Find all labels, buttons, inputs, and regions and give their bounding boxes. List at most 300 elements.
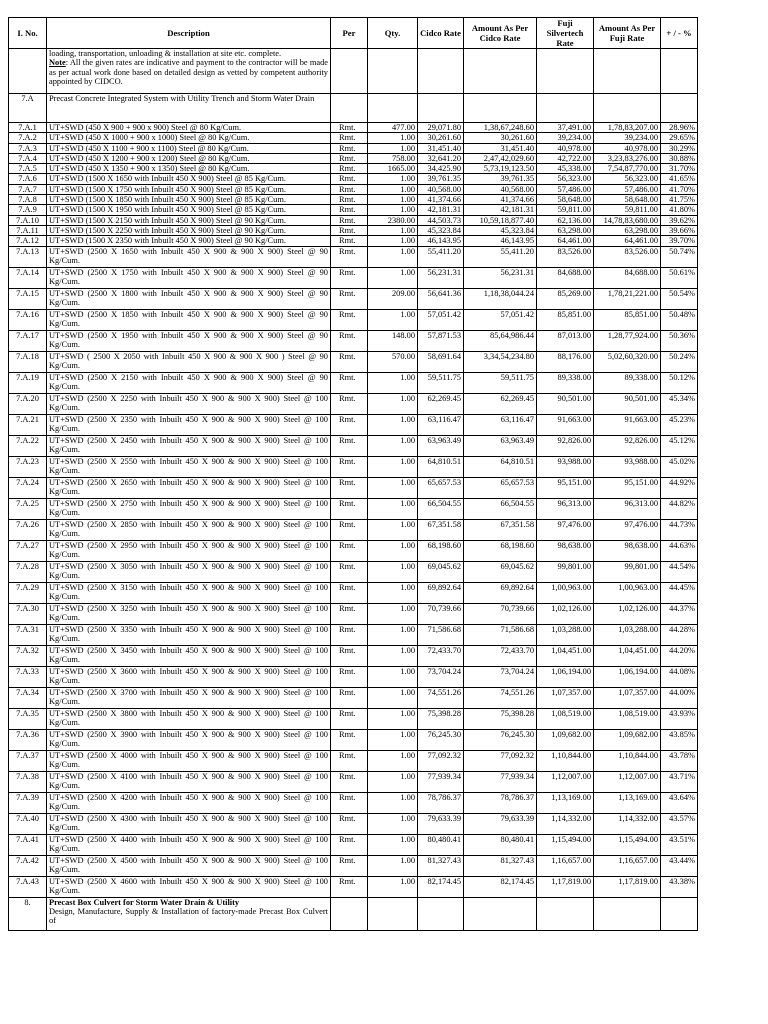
- item-no: 7.A.19: [9, 372, 47, 393]
- item-description: UT+SWD (2500 X 3250 with Inbuilt 450 X 900 & 900 X 900) Steel @ 100 Kg/Cum.: [47, 603, 331, 624]
- item-cidco-rate: 77,939.34: [418, 771, 464, 792]
- header-description: Description: [47, 18, 331, 49]
- item-fuji-rate: 39,234.00: [537, 133, 594, 143]
- item-no: 7.A.37: [9, 750, 47, 771]
- table-row: [9, 123, 698, 133]
- item-no: 7.A.39: [9, 792, 47, 813]
- item-no: 7.A.24: [9, 477, 47, 498]
- item-amount-fuji: 1,14,332.00: [594, 813, 661, 834]
- item-per: Rmt.: [331, 195, 368, 205]
- table-row: [9, 246, 698, 267]
- item-cidco-rate: 59,511.75: [418, 372, 464, 393]
- item-amount-fuji: 5,02,60,320.00: [594, 351, 661, 372]
- item-fuji-rate: 62,136.00: [537, 215, 594, 225]
- item-diff: 39.66%: [661, 225, 698, 235]
- item-description: UT+SWD ( 2500 X 2050 with Inbuilt 450 X 900 & 900 X 900 ) Steel @ 90 Kg/Cum.: [47, 351, 331, 372]
- item-cidco-rate: 72,433.70: [418, 645, 464, 666]
- item-per: Rmt.: [331, 582, 368, 603]
- item-no: 7.A.22: [9, 435, 47, 456]
- item-no: 7.A.36: [9, 729, 47, 750]
- item-diff: 43.57%: [661, 813, 698, 834]
- item-amount-cidco: 55,411.20: [464, 246, 537, 267]
- item-fuji-rate: 1,12,007.00: [537, 771, 594, 792]
- item-description: UT+SWD (2500 X 2750 with Inbuilt 450 X 900 & 900 X 900) Steel @ 100 Kg/Cum.: [47, 498, 331, 519]
- table-row: [9, 771, 698, 792]
- item-no: 7.A.14: [9, 267, 47, 288]
- item-fuji-rate: 93,988.00: [537, 456, 594, 477]
- item-no: 7.A.8: [9, 195, 47, 205]
- item-fuji-rate: 42,722.00: [537, 153, 594, 163]
- header-fuji-rate: Fuji Silvertech Rate: [537, 18, 594, 49]
- item-qty: 1.00: [368, 205, 418, 215]
- item-description: UT+SWD (450 X 900 + 900 x 900) Steel @ 80 Kg/Cum.: [47, 123, 331, 133]
- item-fuji-rate: 1,02,126.00: [537, 603, 594, 624]
- item-amount-cidco: 77,092.32: [464, 750, 537, 771]
- item-amount-cidco: 71,586.68: [464, 624, 537, 645]
- item-fuji-rate: 1,13,169.00: [537, 792, 594, 813]
- item-per: Rmt.: [331, 205, 368, 215]
- item-description: UT+SWD (2500 X 3050 with Inbuilt 450 X 900 & 900 X 900) Steel @ 100 Kg/Cum.: [47, 561, 331, 582]
- item-no: 7.A.29: [9, 582, 47, 603]
- item-amount-fuji: 95,151.00: [594, 477, 661, 498]
- item-description: UT+SWD (450 X 1200 + 900 x 1200) Steel @ 80 Kg/Cum.: [47, 153, 331, 163]
- item-cidco-rate: 65,657.53: [418, 477, 464, 498]
- section-7a-cidco: [418, 94, 464, 123]
- item-diff: 50.36%: [661, 330, 698, 351]
- item-cidco-rate: 56,641.36: [418, 288, 464, 309]
- item-cidco-rate: 63,963.49: [418, 435, 464, 456]
- item-fuji-rate: 1,04,451.00: [537, 645, 594, 666]
- item-qty: 1.00: [368, 498, 418, 519]
- item-per: Rmt.: [331, 519, 368, 540]
- item-qty: 1665.00: [368, 164, 418, 174]
- section-8-description: [47, 897, 331, 930]
- table-row: [9, 561, 698, 582]
- item-amount-fuji: 1,78,83,207.00: [594, 123, 661, 133]
- item-amount-fuji: 93,988.00: [594, 456, 661, 477]
- item-per: Rmt.: [331, 876, 368, 897]
- table-row: [9, 498, 698, 519]
- item-per: Rmt.: [331, 666, 368, 687]
- item-no: 7.A.7: [9, 184, 47, 194]
- item-description: UT+SWD (2500 X 3800 with Inbuilt 450 X 900 & 900 X 900) Steel @ 100 Kg/Cum.: [47, 708, 331, 729]
- item-no: 7.A.23: [9, 456, 47, 477]
- item-cidco-rate: 29,071.80: [418, 123, 464, 133]
- intro-per: [331, 49, 368, 94]
- item-cidco-rate: 77,092.32: [418, 750, 464, 771]
- item-qty: 1.00: [368, 750, 418, 771]
- item-amount-cidco: 5,73,19,123.50: [464, 164, 537, 174]
- item-diff: 43.38%: [661, 876, 698, 897]
- item-cidco-rate: 32,641.20: [418, 153, 464, 163]
- table-row: [9, 372, 698, 393]
- item-diff: 45.12%: [661, 435, 698, 456]
- table-row: [9, 876, 698, 897]
- item-cidco-rate: 44,503.73: [418, 215, 464, 225]
- rate-comparison-table: [8, 17, 698, 931]
- item-per: Rmt.: [331, 792, 368, 813]
- item-fuji-rate: 95,151.00: [537, 477, 594, 498]
- item-description: UT+SWD (2500 X 3350 with Inbuilt 450 X 900 & 900 X 900) Steel @ 100 Kg/Cum.: [47, 624, 331, 645]
- item-qty: 1.00: [368, 133, 418, 143]
- item-amount-cidco: 10,59,18,877.40: [464, 215, 537, 225]
- item-diff: 43.71%: [661, 771, 698, 792]
- item-amount-cidco: 57,051.42: [464, 309, 537, 330]
- section-7a-per: [331, 94, 368, 123]
- item-no: 7.A.27: [9, 540, 47, 561]
- header-diff: + / - %: [661, 18, 698, 49]
- item-per: Rmt.: [331, 184, 368, 194]
- item-amount-cidco: 1,18,38,044.24: [464, 288, 537, 309]
- item-amount-fuji: 85,851.00: [594, 309, 661, 330]
- item-description: UT+SWD (2500 X 2550 with Inbuilt 450 X 900 & 900 X 900) Steel @ 100 Kg/Cum.: [47, 456, 331, 477]
- intro-amt-cidco: [464, 49, 537, 94]
- item-per: Rmt.: [331, 267, 368, 288]
- item-per: Rmt.: [331, 143, 368, 153]
- item-cidco-rate: 64,810.51: [418, 456, 464, 477]
- table-row: [9, 133, 698, 143]
- table-row: [9, 351, 698, 372]
- item-qty: 1.00: [368, 414, 418, 435]
- item-diff: 50.24%: [661, 351, 698, 372]
- section-8-diff: [661, 897, 698, 930]
- item-amount-cidco: 80,480.41: [464, 834, 537, 855]
- item-description: UT+SWD (2500 X 4100 with Inbuilt 450 X 900 & 900 X 900) Steel @ 100 Kg/Cum.: [47, 771, 331, 792]
- item-amount-cidco: 79,633.39: [464, 813, 537, 834]
- item-qty: 1.00: [368, 477, 418, 498]
- item-cidco-rate: 31,451.40: [418, 143, 464, 153]
- item-diff: 50.74%: [661, 246, 698, 267]
- item-fuji-rate: 63,298.00: [537, 225, 594, 235]
- item-amount-cidco: 74,551.26: [464, 687, 537, 708]
- item-description: UT+SWD (2500 X 3450 with Inbuilt 450 X 900 & 900 X 900) Steel @ 100 Kg/Cum.: [47, 645, 331, 666]
- item-description: UT+SWD (2500 X 2450 with Inbuilt 450 X 900 & 900 X 900) Steel @ 100 Kg/Cum.: [47, 435, 331, 456]
- section-8-qty: [368, 897, 418, 930]
- table-row: [9, 729, 698, 750]
- item-description: UT+SWD (2500 X 4500 with Inbuilt 450 X 900 & 900 X 900) Steel @ 100 Kg/Cum.: [47, 855, 331, 876]
- item-fuji-rate: 1,09,682.00: [537, 729, 594, 750]
- item-per: Rmt.: [331, 456, 368, 477]
- item-per: Rmt.: [331, 123, 368, 133]
- item-diff: 45.34%: [661, 393, 698, 414]
- item-amount-cidco: 56,231.31: [464, 267, 537, 288]
- item-description: UT+SWD (2500 X 2850 with Inbuilt 450 X 900 & 900 X 900) Steel @ 100 Kg/Cum.: [47, 519, 331, 540]
- item-cidco-rate: 62,269.45: [418, 393, 464, 414]
- item-qty: 1.00: [368, 855, 418, 876]
- table-row: [9, 184, 698, 194]
- table-row: [9, 153, 698, 163]
- item-cidco-rate: 69,892.64: [418, 582, 464, 603]
- section-8-title: Precast Box Culvert for Storm Water Drain & Utility: [49, 897, 240, 907]
- item-amount-cidco: 59,511.75: [464, 372, 537, 393]
- item-fuji-rate: 92,826.00: [537, 435, 594, 456]
- item-amount-fuji: 98,638.00: [594, 540, 661, 561]
- item-no: 7.A.10: [9, 215, 47, 225]
- item-qty: 758.00: [368, 153, 418, 163]
- item-description: UT+SWD (2500 X 1800 with Inbuilt 450 X 900 & 900 X 900) Steel @ 90 Kg/Cum.: [47, 288, 331, 309]
- item-per: Rmt.: [331, 309, 368, 330]
- item-fuji-rate: 57,486.00: [537, 184, 594, 194]
- item-qty: 1.00: [368, 708, 418, 729]
- item-amount-fuji: 1,00,963.00: [594, 582, 661, 603]
- intro-cidco: [418, 49, 464, 94]
- item-fuji-rate: 1,07,357.00: [537, 687, 594, 708]
- table-row: [9, 174, 698, 184]
- table-row: [9, 215, 698, 225]
- header-per: Per: [331, 18, 368, 49]
- item-amount-fuji: 92,826.00: [594, 435, 661, 456]
- item-description: UT+SWD (2500 X 3600 with Inbuilt 450 X 900 & 900 X 900) Steel @ 100 Kg/Cum.: [47, 666, 331, 687]
- item-no: 7.A.28: [9, 561, 47, 582]
- item-amount-fuji: 40,978.00: [594, 143, 661, 153]
- item-cidco-rate: 34,425.90: [418, 164, 464, 174]
- intro-description: [47, 49, 331, 94]
- item-per: Rmt.: [331, 215, 368, 225]
- item-per: Rmt.: [331, 687, 368, 708]
- item-diff: 44.20%: [661, 645, 698, 666]
- item-per: Rmt.: [331, 771, 368, 792]
- item-cidco-rate: 57,871.53: [418, 330, 464, 351]
- item-qty: 2380.00: [368, 215, 418, 225]
- item-per: Rmt.: [331, 603, 368, 624]
- item-per: Rmt.: [331, 351, 368, 372]
- item-amount-fuji: 1,16,657.00: [594, 855, 661, 876]
- item-fuji-rate: 1,06,194.00: [537, 666, 594, 687]
- item-fuji-rate: 99,801.00: [537, 561, 594, 582]
- item-diff: 50.54%: [661, 288, 698, 309]
- item-amount-fuji: 99,801.00: [594, 561, 661, 582]
- item-amount-cidco: 77,939.34: [464, 771, 537, 792]
- section-7a-amt-cidco: [464, 94, 537, 123]
- item-qty: 1.00: [368, 225, 418, 235]
- item-qty: 1.00: [368, 666, 418, 687]
- item-amount-cidco: 72,433.70: [464, 645, 537, 666]
- item-amount-cidco: 85,64,986.44: [464, 330, 537, 351]
- item-no: 7.A.31: [9, 624, 47, 645]
- item-fuji-rate: 56,323.00: [537, 174, 594, 184]
- item-cidco-rate: 69,045.62: [418, 561, 464, 582]
- item-no: 7.A.17: [9, 330, 47, 351]
- item-qty: 1.00: [368, 624, 418, 645]
- item-fuji-rate: 97,476.00: [537, 519, 594, 540]
- section-7a-qty: [368, 94, 418, 123]
- item-no: 7.A.32: [9, 645, 47, 666]
- item-amount-fuji: 58,648.00: [594, 195, 661, 205]
- item-qty: 1.00: [368, 184, 418, 194]
- table-row: [9, 195, 698, 205]
- item-amount-cidco: 31,451.40: [464, 143, 537, 153]
- item-amount-fuji: 57,486.00: [594, 184, 661, 194]
- table-row: [9, 288, 698, 309]
- item-per: Rmt.: [331, 855, 368, 876]
- intro-amt-fuji: [594, 49, 661, 94]
- item-qty: 1.00: [368, 372, 418, 393]
- item-fuji-rate: 1,15,494.00: [537, 834, 594, 855]
- header-qty: Qty.: [368, 18, 418, 49]
- item-amount-fuji: 1,07,357.00: [594, 687, 661, 708]
- table-row: [9, 236, 698, 246]
- item-amount-cidco: 81,327.43: [464, 855, 537, 876]
- item-no: 7.A.41: [9, 834, 47, 855]
- table-row: [9, 834, 698, 855]
- item-description: UT+SWD (2500 X 2250 with Inbuilt 450 X 900 & 900 X 900) Steel @ 100 Kg/Cum.: [47, 393, 331, 414]
- item-per: Rmt.: [331, 164, 368, 174]
- item-cidco-rate: 82,174.45: [418, 876, 464, 897]
- item-description: UT+SWD (2500 X 4600 with Inbuilt 450 X 900 & 900 X 900) Steel @ 100 Kg/Cum.: [47, 876, 331, 897]
- item-qty: 1.00: [368, 174, 418, 184]
- item-fuji-rate: 1,08,519.00: [537, 708, 594, 729]
- table-row: [9, 624, 698, 645]
- item-diff: 43.51%: [661, 834, 698, 855]
- item-qty: 1.00: [368, 645, 418, 666]
- item-diff: 44.37%: [661, 603, 698, 624]
- item-amount-fuji: 1,78,21,221.00: [594, 288, 661, 309]
- section-7a-diff: [661, 94, 698, 123]
- item-qty: 1.00: [368, 876, 418, 897]
- item-per: Rmt.: [331, 435, 368, 456]
- item-diff: 30.29%: [661, 143, 698, 153]
- item-per: Rmt.: [331, 414, 368, 435]
- item-cidco-rate: 39,761.35: [418, 174, 464, 184]
- item-fuji-rate: 1,00,963.00: [537, 582, 594, 603]
- item-amount-cidco: 65,657.53: [464, 477, 537, 498]
- item-fuji-rate: 83,526.00: [537, 246, 594, 267]
- item-per: Rmt.: [331, 729, 368, 750]
- item-no: 7.A.2: [9, 133, 47, 143]
- item-cidco-rate: 58,691.64: [418, 351, 464, 372]
- item-per: Rmt.: [331, 330, 368, 351]
- item-no: 7.A.15: [9, 288, 47, 309]
- table-row: [9, 330, 698, 351]
- item-qty: 477.00: [368, 123, 418, 133]
- item-diff: 44.45%: [661, 582, 698, 603]
- item-per: Rmt.: [331, 624, 368, 645]
- item-no: 7.A.30: [9, 603, 47, 624]
- item-description: UT+SWD (1500 X 2250 with Inbuilt 450 X 900) Steel @ 90 Kg/Cum.: [47, 225, 331, 235]
- item-amount-fuji: 1,15,494.00: [594, 834, 661, 855]
- item-fuji-rate: 1,17,819.00: [537, 876, 594, 897]
- item-qty: 1.00: [368, 540, 418, 561]
- header-cidco-rate: Cidco Rate: [418, 18, 464, 49]
- item-amount-cidco: 69,892.64: [464, 582, 537, 603]
- item-description: UT+SWD (2500 X 3900 with Inbuilt 450 X 900 & 900 X 900) Steel @ 100 Kg/Cum.: [47, 729, 331, 750]
- item-qty: 1.00: [368, 834, 418, 855]
- item-fuji-rate: 89,338.00: [537, 372, 594, 393]
- item-no: 7.A.3: [9, 143, 47, 153]
- item-diff: 44.63%: [661, 540, 698, 561]
- item-cidco-rate: 63,116.47: [418, 414, 464, 435]
- item-fuji-rate: 84,688.00: [537, 267, 594, 288]
- item-amount-fuji: 90,501.00: [594, 393, 661, 414]
- item-no: 7.A.13: [9, 246, 47, 267]
- item-fuji-rate: 85,269.00: [537, 288, 594, 309]
- item-per: Rmt.: [331, 540, 368, 561]
- item-per: Rmt.: [331, 133, 368, 143]
- item-cidco-rate: 46,143.95: [418, 236, 464, 246]
- item-amount-cidco: 42,181.31: [464, 205, 537, 215]
- item-cidco-rate: 76,245.30: [418, 729, 464, 750]
- header-row: [9, 18, 698, 49]
- section-8-row: [9, 897, 698, 930]
- item-no: 7.A.35: [9, 708, 47, 729]
- item-no: 7.A.26: [9, 519, 47, 540]
- item-amount-fuji: 3,23,83,276.00: [594, 153, 661, 163]
- intro-qty: [368, 49, 418, 94]
- item-fuji-rate: 98,638.00: [537, 540, 594, 561]
- item-description: UT+SWD (1500 X 1650 with Inbuilt 450 X 900) Steel @ 85 Kg/Cum.: [47, 174, 331, 184]
- item-description: UT+SWD (2500 X 1750 with Inbuilt 450 X 900 & 900 X 900) Steel @ 90 Kg/Cum.: [47, 267, 331, 288]
- item-amount-fuji: 1,03,288.00: [594, 624, 661, 645]
- item-cidco-rate: 79,633.39: [418, 813, 464, 834]
- table-row: [9, 708, 698, 729]
- item-per: Rmt.: [331, 834, 368, 855]
- item-diff: 44.00%: [661, 687, 698, 708]
- item-diff: 43.93%: [661, 708, 698, 729]
- table-row: [9, 666, 698, 687]
- item-amount-cidco: 64,810.51: [464, 456, 537, 477]
- item-description: UT+SWD (2500 X 1850 with Inbuilt 450 X 900 & 900 X 900) Steel @ 90 Kg/Cum.: [47, 309, 331, 330]
- item-fuji-rate: 87,013.00: [537, 330, 594, 351]
- table-row: [9, 205, 698, 215]
- item-cidco-rate: 45,323.84: [418, 225, 464, 235]
- rate-comparison-sheet: [8, 17, 697, 931]
- item-cidco-rate: 56,231.31: [418, 267, 464, 288]
- item-qty: 1.00: [368, 309, 418, 330]
- item-amount-fuji: 1,04,451.00: [594, 645, 661, 666]
- item-amount-fuji: 59,811.00: [594, 205, 661, 215]
- item-per: Rmt.: [331, 174, 368, 184]
- section-8-fuji: [537, 897, 594, 930]
- item-per: Rmt.: [331, 372, 368, 393]
- item-qty: 1.00: [368, 729, 418, 750]
- item-cidco-rate: 55,411.20: [418, 246, 464, 267]
- item-amount-cidco: 82,174.45: [464, 876, 537, 897]
- item-amount-cidco: 41,374.66: [464, 195, 537, 205]
- item-diff: 50.48%: [661, 309, 698, 330]
- item-qty: 1.00: [368, 813, 418, 834]
- item-description: UT+SWD (450 X 1000 + 900 x 1000) Steel @ 80 Kg/Cum.: [47, 133, 331, 143]
- item-diff: 44.73%: [661, 519, 698, 540]
- item-diff: 43.85%: [661, 729, 698, 750]
- table-row: [9, 164, 698, 174]
- item-diff: 44.54%: [661, 561, 698, 582]
- table-row: [9, 645, 698, 666]
- item-qty: 1.00: [368, 603, 418, 624]
- item-cidco-rate: 68,198.60: [418, 540, 464, 561]
- item-fuji-rate: 1,03,288.00: [537, 624, 594, 645]
- item-per: Rmt.: [331, 561, 368, 582]
- item-description: UT+SWD (450 X 1100 + 900 x 1100) Steel @ 80 Kg/Cum.: [47, 143, 331, 153]
- item-no: 7.A.5: [9, 164, 47, 174]
- item-diff: 39.62%: [661, 215, 698, 225]
- section-8-per: [331, 897, 368, 930]
- item-diff: 44.82%: [661, 498, 698, 519]
- item-qty: 570.00: [368, 351, 418, 372]
- item-per: Rmt.: [331, 708, 368, 729]
- item-fuji-rate: 91,663.00: [537, 414, 594, 435]
- item-description: UT+SWD (2500 X 1950 with Inbuilt 450 X 900 & 900 X 900) Steel @ 90 Kg/Cum.: [47, 330, 331, 351]
- item-amount-cidco: 45,323.84: [464, 225, 537, 235]
- item-per: Rmt.: [331, 236, 368, 246]
- item-amount-cidco: 67,351.58: [464, 519, 537, 540]
- item-amount-cidco: 70,739.66: [464, 603, 537, 624]
- item-description: UT+SWD (2500 X 3150 with Inbuilt 450 X 900 & 900 X 900) Steel @ 100 Kg/Cum.: [47, 582, 331, 603]
- item-cidco-rate: 81,327.43: [418, 855, 464, 876]
- table-row: [9, 687, 698, 708]
- item-description: UT+SWD (2500 X 3700 with Inbuilt 450 X 900 & 900 X 900) Steel @ 100 Kg/Cum.: [47, 687, 331, 708]
- item-fuji-rate: 1,10,844.00: [537, 750, 594, 771]
- item-qty: 1.00: [368, 393, 418, 414]
